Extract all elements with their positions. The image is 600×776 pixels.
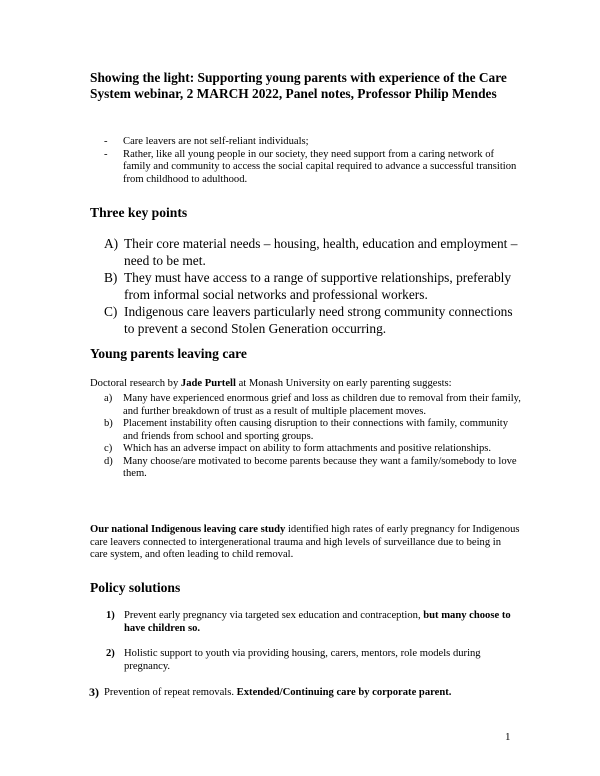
key-point-item: A) Their core material needs – housing, health, education and employment – need to be met. — [104, 236, 518, 268]
policy-item-3: 3) Prevention of repeat removals. Extended/Continuing care by corporate parent. — [89, 685, 452, 699]
section-heading-young-parents: Young parents leaving care — [90, 346, 247, 361]
policy-item-1: 1) Prevent early pregnancy via targeted sex education and contraception, but many choose to have children so. — [106, 610, 511, 634]
section-heading-three-key-points: Three key points — [90, 205, 188, 220]
key-point-item: C) Indigenous care leavers particularly need strong community connections to prevent a second Stolen Generation occurring. — [104, 304, 513, 336]
indigenous-study-paragraph: Our national Indigenous leaving care study identified high rates of early pregnancy for Indigenous care leavers connected to intergenerational trauma and high levels of surveillance due to being in care system, and often leading to child removal. — [90, 524, 520, 561]
page-number: 1 — [505, 731, 511, 743]
section-heading-policy-solutions: Policy solutions — [90, 580, 181, 595]
intro-bullet-list — [104, 136, 524, 186]
finding-item: b) Placement instability often causing disruption to their connections with family, community and friends from school and sporting groups. — [104, 418, 509, 442]
finding-item: d) Many choose/are motivated to become parents because they want a family/somebody to love them. — [104, 455, 517, 479]
intro-bullet: - Rather, like all young people in our society, they need support from a caring network of family and community to access the social capital required to advance a successful transition from childhood to adulthood. — [104, 149, 524, 187]
document-title: Showing the light: Supporting young parents with experience of the Care System webinar, 2 MARCH 2022, Panel notes, Professor Philip Mendes — [90, 70, 507, 101]
policy-item-2: 2) Holistic support to youth via providing housing, carers, mentors, role models during pregnancy. — [106, 648, 481, 672]
key-points-list — [104, 235, 524, 337]
research-intro-paragraph: Doctoral research by Jade Purtell at Monash University on early parenting suggests: — [90, 378, 452, 389]
research-findings-list — [104, 393, 524, 481]
intro-bullet: - Care leavers are not self-reliant individuals; — [104, 136, 524, 149]
key-point-item: B) They must have access to a range of supportive relationships, preferably from informal social networks and professional workers. — [104, 270, 512, 302]
finding-item: c) Which has an adverse impact on ability to form attachments and positive relationships. — [104, 443, 492, 454]
finding-item: a) Many have experienced enormous grief and loss as children due to removal from their family, and further breakdown of trust as a result of multiple placement moves. — [104, 393, 521, 417]
